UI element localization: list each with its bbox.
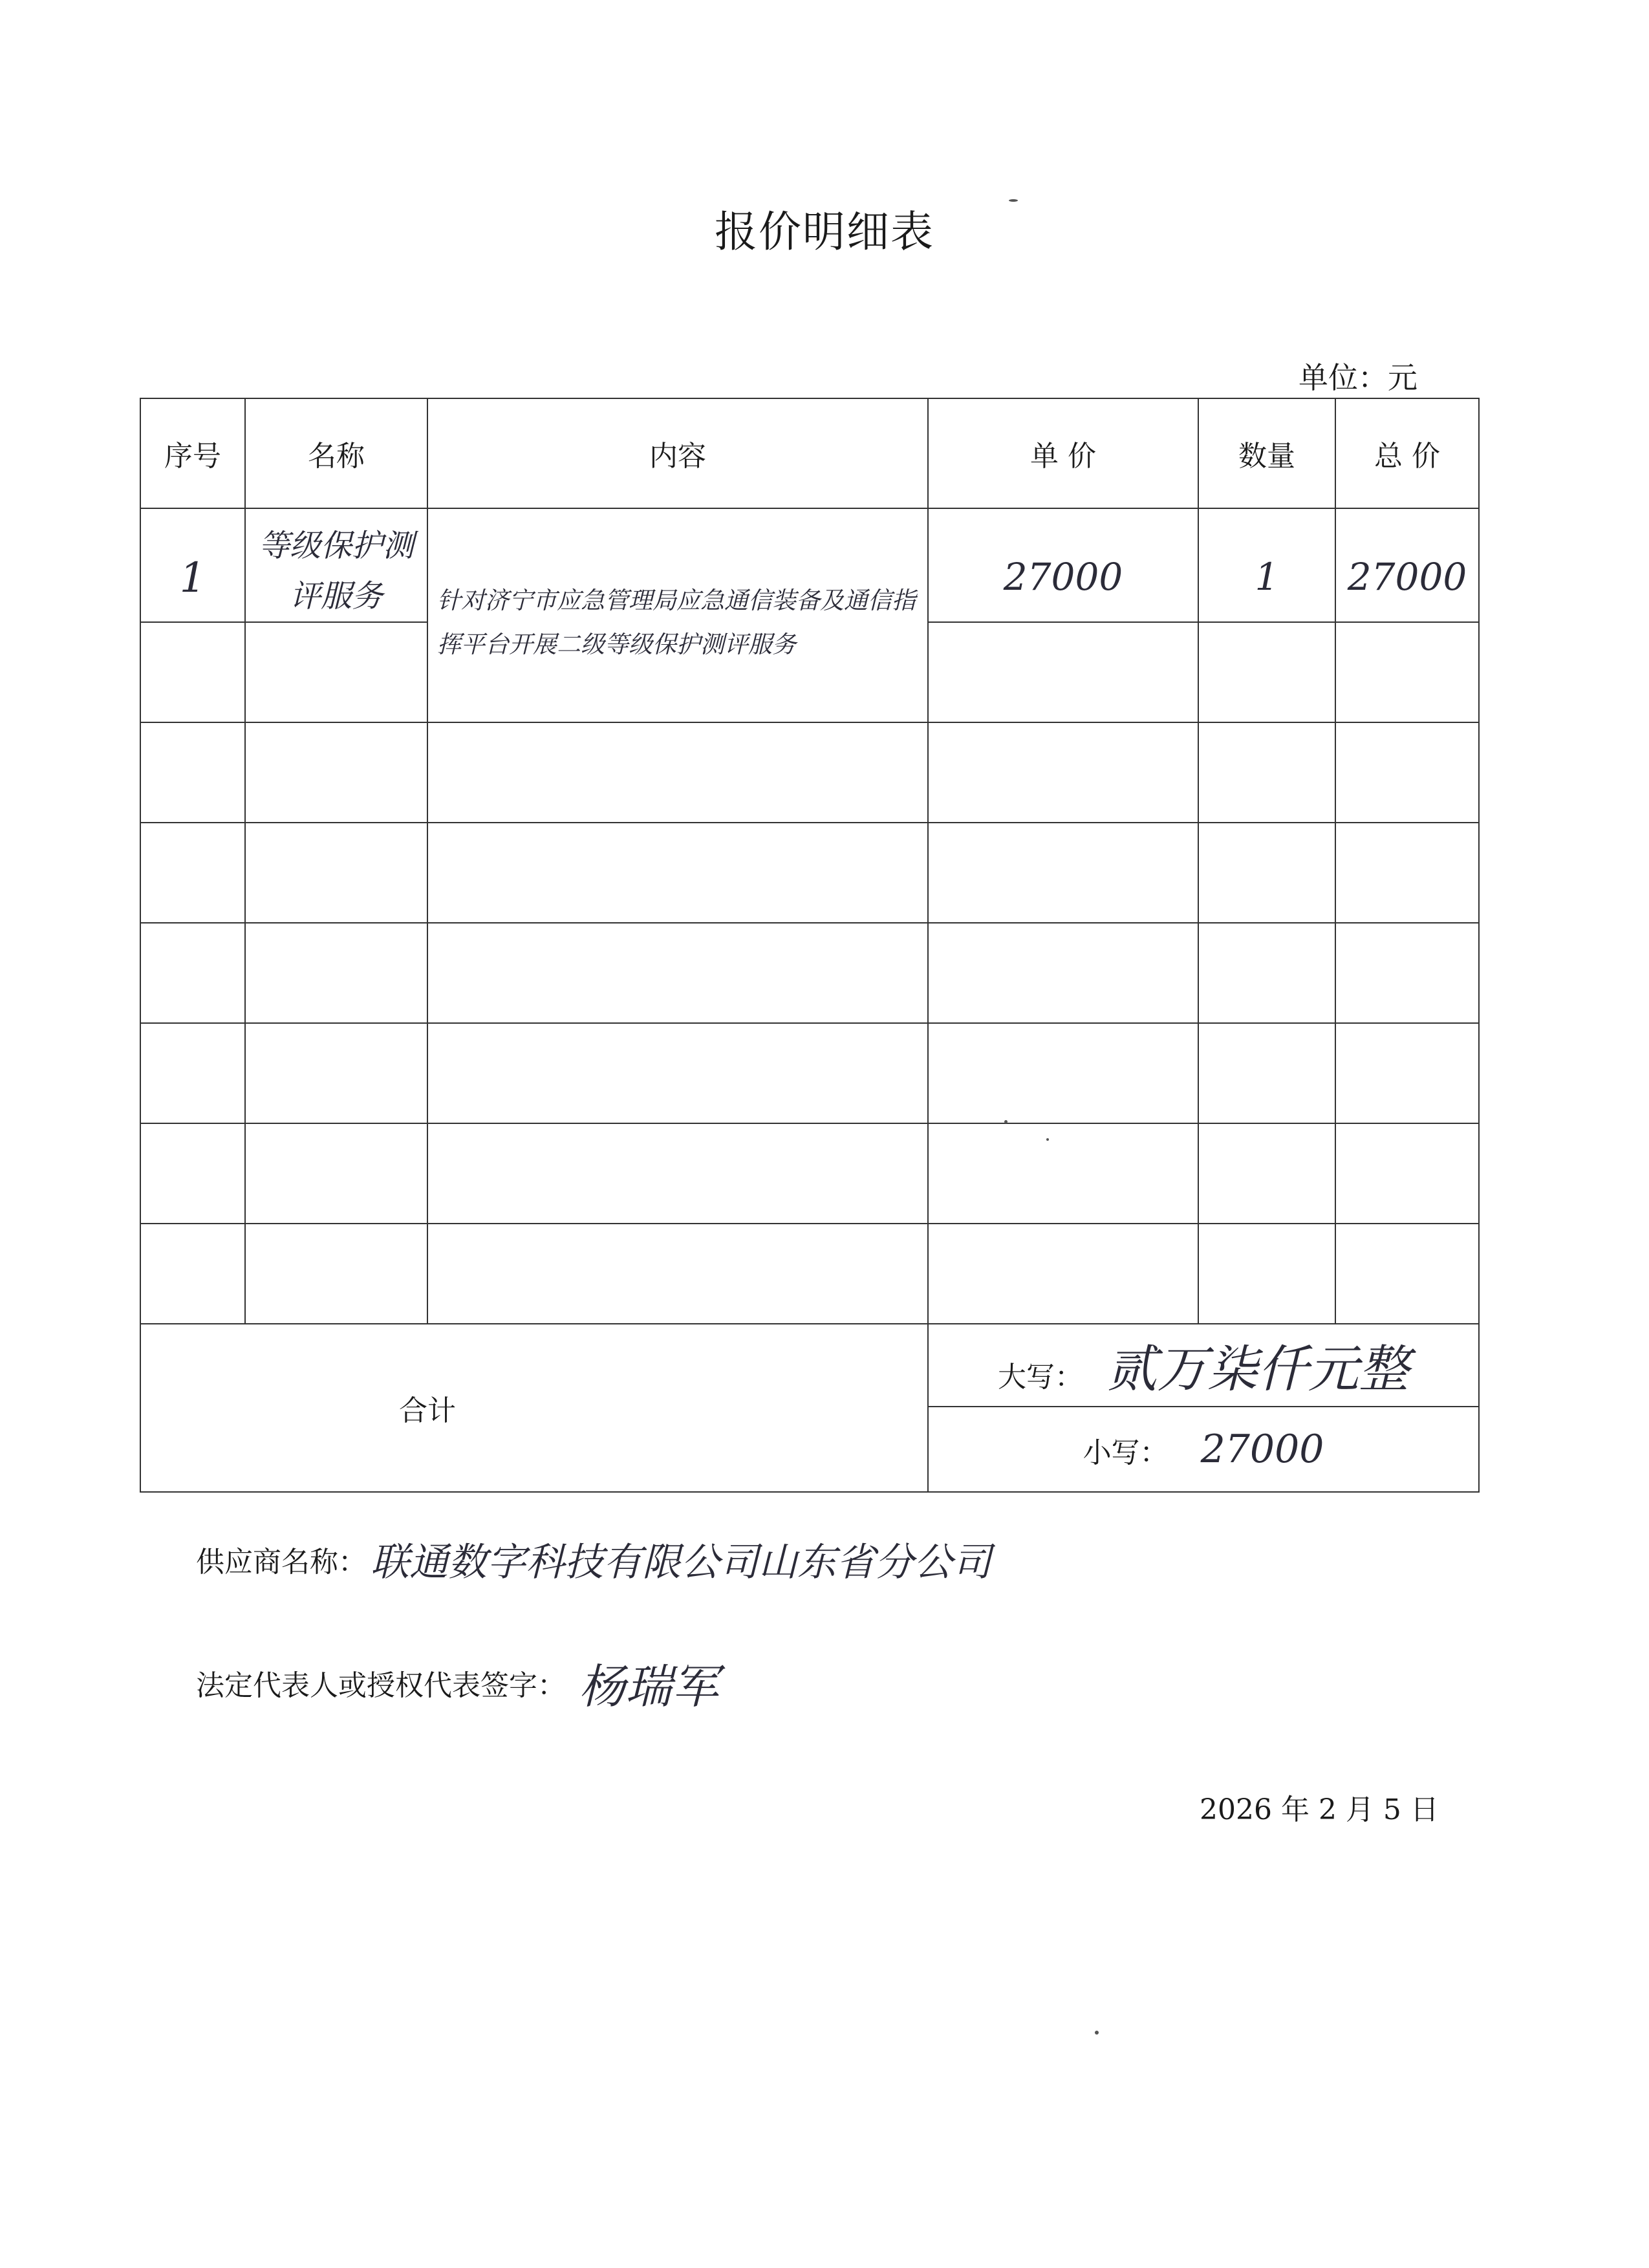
sum-label: 合计 [140,1324,928,1492]
signer-label: 法定代表人或授权代表签字： [196,1669,566,1702]
empty-cell [1335,823,1479,923]
table-row [140,923,1479,1023]
empty-cell [928,622,1198,722]
sum-upper-row [140,1324,1479,1407]
empty-cell [928,1224,1198,1324]
row-seq-cell [140,508,245,622]
table-row [140,1123,1479,1224]
header-unit-price: 单 价 [928,398,1198,508]
empty-cell [140,622,245,722]
empty-cell [140,1224,245,1324]
empty-cell [140,1023,245,1123]
scan-speck [1009,199,1018,202]
table-row [140,1023,1479,1123]
row-name: 等级保护测评服务 [258,528,414,614]
row-seq: 1 [179,554,206,602]
empty-cell [1198,1224,1335,1324]
header-row [140,398,1479,508]
empty-cell [245,923,427,1023]
upper-label: 大写： [997,1361,1083,1394]
header-name: 名称 [245,398,427,508]
empty-cell [140,722,245,823]
empty-cell [1198,1123,1335,1224]
row-content-cell [427,508,928,722]
empty-cell [1335,722,1479,823]
table-row [140,1224,1479,1324]
empty-cell [245,1023,427,1123]
scan-speck [1095,2031,1099,2035]
lower-label: 小写： [1083,1436,1169,1469]
signature: 杨瑞军 [579,1659,719,1714]
empty-cell [1335,1123,1479,1224]
empty-cell [140,823,245,923]
empty-cell [245,622,427,722]
supplier-label: 供应商名称： [196,1546,367,1579]
table-row [140,722,1479,823]
empty-cell [928,923,1198,1023]
empty-cell [928,1123,1198,1224]
empty-cell [1198,923,1335,1023]
row-name-cell [245,508,427,622]
empty-cell [928,1023,1198,1123]
supplier-value: 联通数字科技有限公司山东省分公司 [371,1540,991,1585]
quote-table [140,398,1480,1493]
document-date: 2026 年 2 月 5 日 [1200,1793,1439,1826]
header-total: 总 价 [1335,398,1479,508]
empty-cell [1335,923,1479,1023]
unit-label: 单位：元 [1299,360,1417,395]
empty-cell [140,923,245,1023]
empty-cell [1198,722,1335,823]
table-row [140,508,1479,622]
row-unit-price-cell [928,508,1198,622]
empty-cell [928,722,1198,823]
lower-value: 27000 [1200,1427,1324,1472]
document-title: 报价明细表 [715,207,934,257]
row-unit-price: 27000 [1003,555,1123,599]
header-seq: 序号 [140,398,245,508]
empty-cell [427,1023,928,1123]
empty-cell [1335,1224,1479,1324]
empty-cell [1198,1023,1335,1123]
row-content: 针对济宁市应急管理局应急通信装备及通信指挥平台开展二级等级保护测评服务 [437,586,916,658]
empty-cell [1335,1023,1479,1123]
upper-amount-cell [928,1324,1479,1407]
empty-cell [427,1224,928,1324]
row-quantity: 1 [1255,555,1279,599]
row-quantity-cell [1198,508,1335,622]
empty-cell [928,823,1198,923]
table-row [140,823,1479,923]
row-total-cell [1335,508,1479,622]
empty-cell [1198,823,1335,923]
empty-cell [1198,622,1335,722]
signer-line [196,1649,718,1716]
empty-cell [245,722,427,823]
empty-cell [245,823,427,923]
header-content: 内容 [427,398,928,508]
empty-cell [427,1123,928,1224]
empty-cell [427,923,928,1023]
upper-value: 贰万柒仟元整 [1106,1341,1409,1399]
scan-speck [1004,1120,1008,1123]
empty-cell [1335,622,1479,722]
empty-cell [245,1224,427,1324]
lower-amount-cell [928,1407,1479,1492]
header-quantity: 数量 [1198,398,1335,508]
empty-cell [427,722,928,823]
row-total: 27000 [1347,555,1467,599]
empty-cell [427,823,928,923]
supplier-line [196,1531,991,1587]
empty-cell [140,1123,245,1224]
empty-cell [245,1123,427,1224]
scan-speck [1046,1138,1049,1141]
